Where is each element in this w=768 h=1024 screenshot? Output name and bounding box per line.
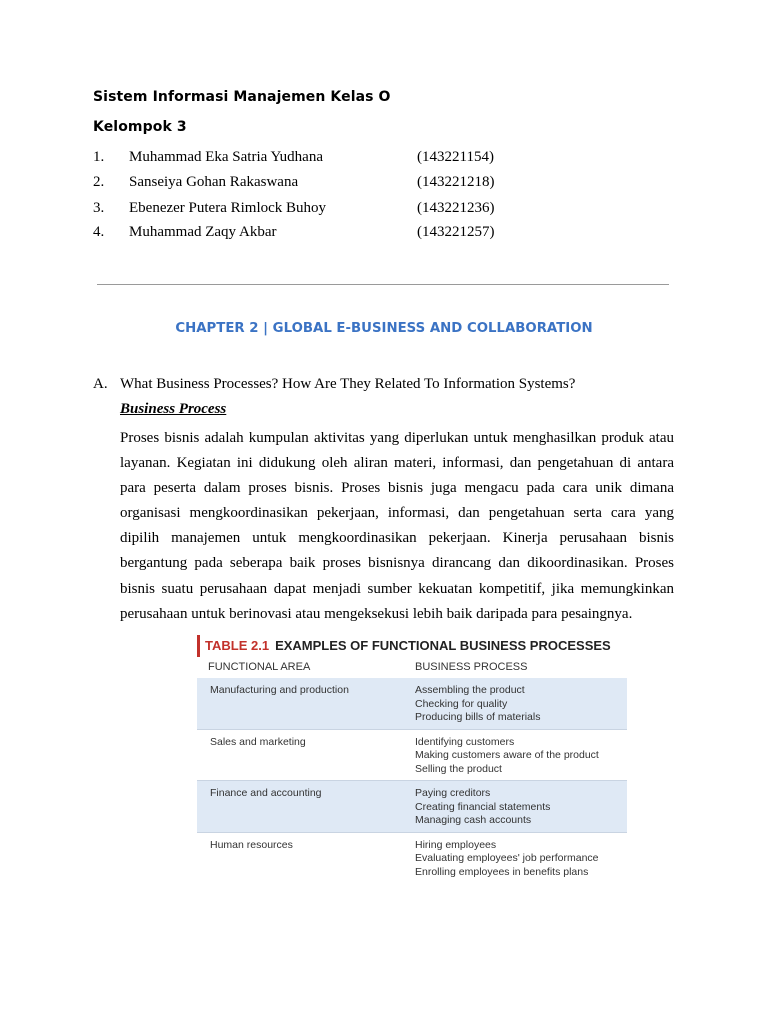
member-number: 1. [93, 149, 105, 165]
functional-area-cell: Sales and marketing [210, 735, 306, 748]
group-title: Kelompok 3 [93, 119, 187, 135]
member-nim: (143221218) [417, 174, 495, 190]
member-row [0, 222, 768, 242]
member-name: Muhammad Zaqy Akbar [129, 224, 277, 240]
member-row [0, 198, 768, 218]
member-number: 2. [93, 174, 105, 190]
business-process-cell [415, 736, 627, 777]
course-title: Sistem Informasi Manajemen Kelas O [93, 89, 391, 105]
table-row [197, 781, 627, 832]
section-letter: A. [93, 376, 108, 392]
member-row [0, 172, 768, 192]
member-row [0, 147, 768, 167]
process-item: Evaluating employees' job performance [415, 852, 599, 864]
business-process-cell [415, 684, 627, 725]
table-row [197, 833, 627, 884]
functional-area-cell: Finance and accounting [210, 787, 322, 799]
body-paragraph: Proses bisnis adalah kumpulan aktivitas yang diperlukan untuk menghasilkan produk atau layanan. Kegiatan ini didukung oleh aliran materi, informasi, dan pengetahuan di antara para peserta dalam proses bisnis. Proses bisnis juga mengacu pada cara unik dimana organisasi mengkoordinasikan pekerjaan, informasi, dan pengetahuan serta cara yang dipilih manajemen untuk mengkoordinasikan pekerjaan. Kinerja perusahaan bisnis bergantung pada seberapa baik proses bisnisnya dirancang dan dikoordinasikan. Proses bisnis suatu perusahaan dapat menjadi sumber kekuatan kompetitif, jika memungkinkan perusahaan untuk berinovasi atau mengeksekusi lebih baik daripada para pesaingnya. [120, 430, 674, 622]
column-header-functional-area: FUNCTIONAL AREA [208, 661, 311, 673]
section-question: What Business Processes? How Are They Related To Information Systems? [120, 376, 576, 392]
table-caption [197, 635, 627, 657]
process-item: Hiring employees [415, 838, 497, 851]
business-process-cell [415, 787, 627, 828]
process-item: Identifying customers [415, 735, 515, 748]
member-nim: (143221154) [417, 149, 494, 165]
member-name: Ebenezer Putera Rimlock Buhoy [129, 200, 327, 216]
process-item: Selling the product [415, 762, 502, 775]
process-item: Creating financial statements [415, 800, 551, 813]
business-process-table [197, 635, 627, 883]
chapter-title: CHAPTER 2 | GLOBAL E-BUSINESS AND COLLABORATION [175, 321, 593, 336]
member-number: 4. [93, 224, 105, 240]
horizontal-divider [97, 284, 669, 285]
member-nim: (143221257) [417, 224, 495, 240]
process-item: Making customers aware of the product [415, 749, 599, 761]
subheading: Business Process [120, 401, 227, 417]
process-item: Enrolling employees in benefits plans [415, 865, 589, 878]
table-row [197, 678, 627, 729]
table-row [197, 730, 627, 781]
functional-area-cell: Manufacturing and production [210, 684, 349, 696]
member-name: Muhammad Eka Satria Yudhana [129, 149, 323, 165]
process-item: Paying creditors [415, 787, 491, 799]
table-number: TABLE 2.1 [205, 638, 270, 653]
business-process-cell [415, 839, 627, 880]
process-item: Checking for quality [415, 697, 508, 710]
process-item: Producing bills of materials [415, 711, 541, 723]
member-name: Sanseiya Gohan Rakaswana [129, 174, 299, 190]
table-header-row [197, 657, 627, 678]
process-item: Assembling the product [415, 684, 525, 696]
process-item: Managing cash accounts [415, 814, 532, 826]
functional-area-cell: Human resources [210, 838, 293, 851]
member-nim: (143221236) [417, 200, 495, 216]
table-title: EXAMPLES OF FUNCTIONAL BUSINESS PROCESSES [275, 638, 611, 653]
member-number: 3. [93, 200, 105, 216]
column-header-business-process: BUSINESS PROCESS [415, 661, 528, 673]
